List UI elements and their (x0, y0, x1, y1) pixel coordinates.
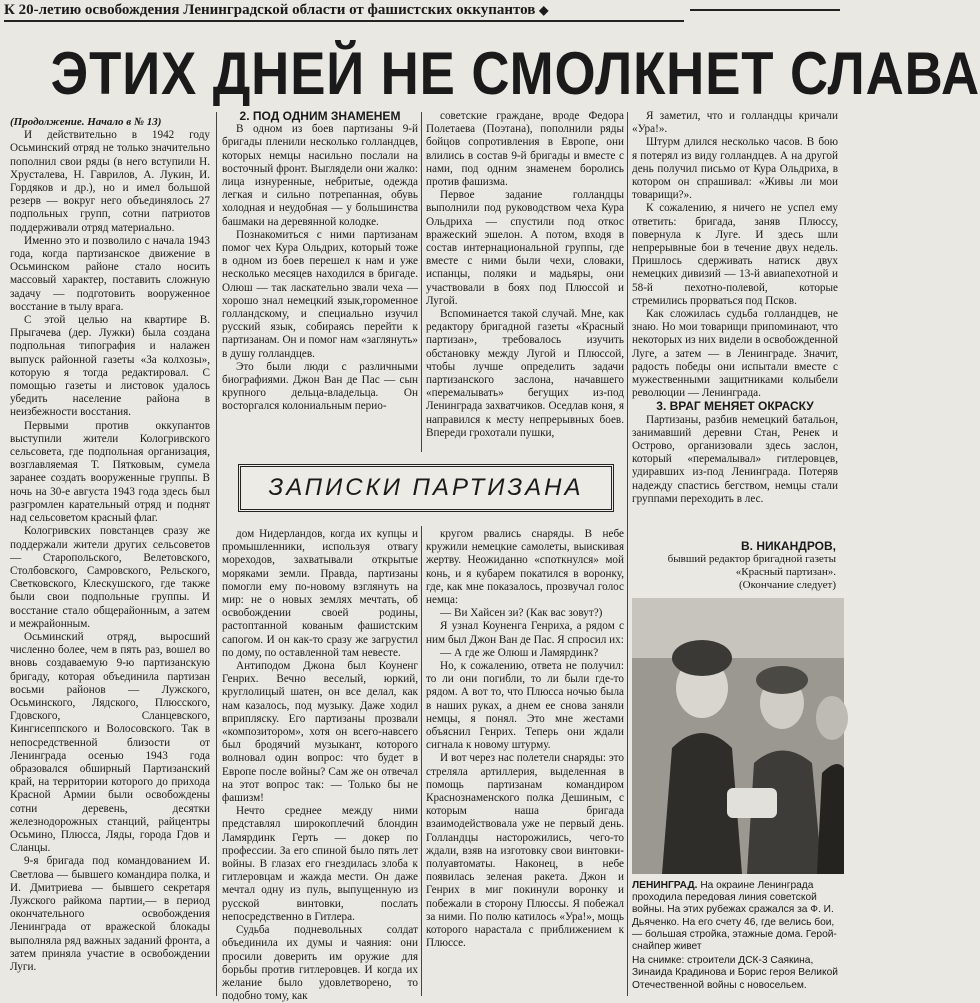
column-divider (627, 112, 628, 996)
diamond-icon: ◆ (539, 3, 549, 17)
caption-photo-label: На снимке: строители ДСК-3 Саякина, Зинаида Крадинова и Борис героя Великой Отечественной войны с новосельем. (632, 955, 838, 991)
kicker-rule (690, 9, 840, 11)
paragraph: Но, к сожалению, ответа не получил: то ли они погибли, то ли были где-то рядом. А вот то, что Плюсса ночью была в наших руках, а днем ее снова заняли немцы, я понял. Это мне жестами объяснил Генрих. Теперь они ждали сигнала к новому штурму. (426, 660, 624, 752)
paragraph: Первыми против оккупантов выступили жители Кологривского сельсовета, где подпольная организация, возглавляемая Т. Пятковым, сумела заранее создать вооруженные группы. В ночь на 30-е августа 1943 года здесь был разгромлен карательный отряд и поднят над сельсоветом красный флаг. (10, 419, 210, 525)
paragraph: Штурм длился несколько часов. В бою я потерял из виду голландцев. А на другой день получил письмо от Кура Ольдриха, в котором он спрашивал: «Живы ли мои товарищи?». (632, 136, 838, 202)
paragraph: В одном из боев партизаны 9-й бригады пленили несколько голландцев, которых немцы насильно послали на восточный фронт. Выглядели они жалко: лица изнуренные, небритые, одежда легкая и сильно потрепанная, обувь холодная и неудобная — у большинства башмаки на деревянной колодке. (222, 123, 418, 228)
paragraph: Вспоминается такой случай. Мне, как редактору бригадной газеты «Красный партизан», требовалось изучить обстановку между Лугой и Плюссой, чтобы лучше определить задачи партизанского заслона, начавшего «перемалывать» бегущих из-под Ленинграда захватчиков. Оседлав коня, я направился к месту непрерывных боев. Впереди грохотали пушки, (426, 308, 624, 439)
column-1 (10, 116, 210, 996)
paragraph: Я заметил, что и голландцы кричали «Ура!». (632, 110, 838, 136)
paragraph: Партизаны, разбив немецкий батальон, занимавший деревни Стан, Ренек и Острово, организовали здесь заслон, который «перемалывал» гитлеровцев, удиравших из-под Ленинграда. Потеряв надежду спастись бегством, немцы стали группами переходить в лес. (632, 413, 838, 505)
section-heading: 2. ПОД ОДНИМ ЗНАМЕНЕМ (239, 109, 401, 123)
paragraph: Я узнал Коуненга Генриха, а рядом с ним был Джон Ван де Пас. Я спросил их: (426, 620, 624, 646)
paragraph: Нечто среднее между ними представлял широкоплечий блондин Ламярдинк Герть — докер по профессии. За его спиной было пять лет войны. В глазах его гнездилась злоба к гитлеровцам и жажда мести. Он даже мечтал одну из пуль, выпущенную из русской винтовки, послать непосредственно в Гитлера. (222, 805, 418, 923)
paragraph: советские граждане, вроде Федора Полетаева (Поэтана), пополнили ряды бойцов сопротивления в Европе, они влились в состав 9-й бригады и вместе с нами, под одним знаменем боролись против фашизма. (426, 110, 624, 189)
paragraph: дом Нидерландов, когда их купцы и промышленники, используя отвагу мореходов, захватывали открытые моряками земли. Правда, партизаны помогли ему по-новому взглянуть на мир: не о новых землях мечтать, об освобождении своей родины, растоптанной кованым фашистским сапогом. И он как-то сразу же загрустил по дому, по оставленной там невесте. (222, 528, 418, 659)
paragraph: Судьба подневольных солдат объединила их думы и чаяния: они просили доверить им оружие для борьбы против гитлеровцев. И когда их желание было удовлетворено, то подобно тому, как (222, 924, 418, 1003)
photo-caption (632, 880, 844, 998)
column-divider (216, 112, 217, 996)
column-2 (222, 110, 418, 450)
paragraph: — Ви Хайсен зи? (Как вас зовут?) (440, 607, 603, 620)
section-heading: 3. ВРАГ МЕНЯЕТ ОКРАСКУ (656, 399, 814, 414)
paragraph: Как сложилась судьба голландцев, не знаю. Но мои товарищи припоминают, что некоторых из них видели в освобожденной Луге, а затем — в Ленинграде. Значит, радость победы они испытали вместе с мужественными защитниками колыбели революции — Ленинграда. (632, 308, 838, 400)
paragraph: С этой целью на квартире В. Прыгачева (дер. Лужки) была создана подпольная типография и налажен выпуск районной газеты «За колхозы», которую я тогда редактировал. С помощью газеты и листовок удалось убедить население района в неизбежности восстания. (10, 314, 210, 419)
paragraph: — А где же Олюш и Ламярдинк? (440, 646, 599, 659)
paragraph: кругом рвались снаряды. В небе кружили немецкие самолеты, выискивая жертву. Неожиданно «споткнулся» мой конь, и я кубарем покатился в воронку, где, как мне показалось, прозвучал голос немца: (426, 528, 624, 607)
page-title: ЭТИХ ДНЕЙ НЕ СМОЛКНЕТ СЛАВА (50, 40, 980, 107)
paragraph: И вот через нас полетели снаряды: это стреляла артиллерия, выделенная в помощь партизанам командиром Краснознаменского полка Дешиным, с которым наша бригада взаимодействовала уже не первый день. Голландцы насторожились, чего-то ждали, взяв на изготовку свои винтовки-полуавтоматы. Наконец, в небе появилась зеленая ракета. Джон и Генрих в миг покинули воронку и побежали в сторону Плюссы. Я побежал за ними. По полю катилось «Ура!», мощь которого нарастала с приближением к Плюссе. (426, 752, 624, 950)
paragraph: Кологривских повстанцев сразу же поддержали жители других сельсоветов — Старопольского, Велетовского, Столбовского, Самровского, Рельского, Светковского, Клескушского, где также были свои подпольные группы. И восстание стало общерайонным, а затем и межрайонным. (10, 525, 210, 630)
kicker-text: К 20-летию освобождения Ленинградской области от фашистских оккупантов (4, 2, 536, 18)
paragraph: Познакомиться с ними партизанам помог чех Кура Ольдрих, который тоже в одном из боев перешел к нам и уже несколько месяцев находился в бригаде. Олюш — так ласкательно звали чеха — хорошо знал немецкий язык,ropoменное голландскому, и специально изучил русский язык, собираясь перейти к партизанам. Он и помог нам «заглянуть» в душу голландцев. (222, 228, 418, 360)
paragraph: Первое задание голландцы выполнили под руководством чеха Кура Ольдриха — спустили под откос вражеский эшелон. А потом, входя в состав интернациональной группы, где вместе с ними были чехи, словаки, испанцы, поляки и мадьяры, они участвовали в боях под Плюссой и Лугой. (426, 189, 624, 307)
news-photo (632, 598, 844, 874)
photo-image (632, 598, 844, 874)
caption-text: На окраине Ленинграда проходила передовая линия советской войны. На этих рубежах сражался за Ф. И. Дьяченко. На его счету 46, где велись бои, — большая стройка, этажные дома. Герой-снайпер живет (632, 880, 837, 953)
column-2-lower (222, 528, 418, 1003)
paragraph: К сожалению, я ничего не успел ему ответить: бригада, заняв Плюссу, повернула к Луге. И здесь шли непрерывные бои в течение двух недель. Пришлось сдерживать натиск двух немецких дивизий — 13-й авиапехотной и 58-й пехотно-полевой, которые стремились прорваться под Псков. (632, 202, 838, 307)
paragraph: Антиподом Джона был Коуненг Генрих. Вечно веселый, юркий, круглолицый шатен, он все делал, как нам казалось, под музыку. Даже ходил вприпляску. Его партизаны прозвали «композитором», хотя он всего-навсего был бродячий музыкант, которого волновал один вопрос: что будет в Европе после войны? Сам же он отвечал на этот вопрос так: — Только бы не фашизм! (222, 660, 418, 805)
kicker-line (4, 0, 684, 22)
author-signature (636, 540, 836, 592)
continued-note: (Окончание следует) (738, 579, 836, 591)
paragraph: Именно это и позволило с начала 1943 года, когда партизанское движение в Осьминском районе стало носить массовый характер, поставить сложную задачу — подготовить вооруженное восстание в тылу врага. (10, 234, 210, 313)
paragraph: И действительно в 1942 году Осьминский отряд не только значительно пополнил свои ряды (в него вступили Н. Хрусталева, Н. Гаврилов, А. Лукин, И. Гордяков и др.), но и имел большой резерв — вокруг него объединялось 27 подпольных групп, сотни патриотов поддерживали отряд материально. (10, 129, 210, 234)
column-4 (632, 110, 838, 595)
series-banner: ЗАПИСКИ ПАРТИЗАНА (238, 464, 614, 512)
column-divider (421, 112, 422, 452)
author-name: В. НИКАНДРОВ, (740, 539, 836, 553)
paragraph: Это были люди с различными биографиями. Джон Ван де Пас — сын крупного дельца-владельца. Он восторгался колониальным перио- (222, 360, 418, 413)
column-3 (426, 110, 624, 450)
paragraph: 9-я бригада под командованием И. Светлова — бывшего командира полка, и И. Дмитриева — бывшего секретаря Лужского райкома партии,— в период окончательного освобождения Ленинграда от вражеской блокады выполняла ряд важных заданий фронта, а затем приняла участие в освобождении Луги. (10, 855, 210, 973)
paragraph: Осьминский отряд, выросший численно более, чем в пять раз, вошел во вновь создаваемую 9-ю партизанскую бригаду, которая объединила партизан восьми районов — Лужского, Осьминского, Лядского, Плюсского, Гдовского, Сланцевского, Кингисеппского и Волосовского. Так в непосредственной близости от Ленинграда осенью 1943 года образовался обширный Партизанский край, на территории которого до прихода Красной Армии были освобождены сотни деревень, десятки железнодорожных станций, райцентры Осьмино, Плюсса, Ляды, города Гдов и Сланцы. (10, 630, 210, 855)
author-title: бывший редактор бригадной газеты «Красный партизан». (667, 553, 836, 578)
column-divider (421, 526, 422, 996)
column-3-lower (426, 528, 624, 996)
continuation-note: (Продолжение. Начало в № 13) (10, 116, 162, 128)
caption-city: ЛЕНИНГРАД. (632, 880, 698, 891)
